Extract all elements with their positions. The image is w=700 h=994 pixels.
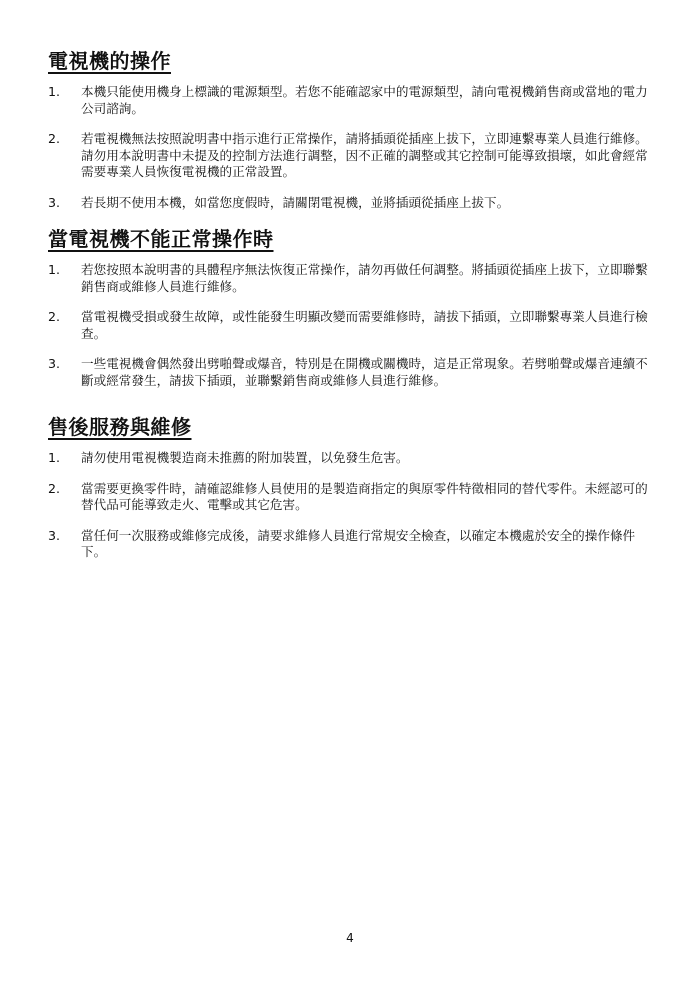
section-tv-malfunction — [48, 226, 658, 403]
item-text: 當任何一次服務或維修完成後，請要求維修人員進行常規安全檢查，以確定本機處於安全的操作條件下。 — [81, 527, 636, 559]
list-item — [48, 528, 658, 561]
section-heading: 當電視機不能正常操作時 — [48, 227, 274, 251]
list-item — [48, 84, 658, 117]
item-number: 1. — [48, 84, 61, 99]
section-heading: 售後服務與維修 — [48, 415, 192, 439]
item-number: 3. — [48, 527, 61, 543]
item-number: 3. — [48, 356, 61, 371]
item-text: 一些電視機會偶然發出劈啪聲或爆音，特別是在開機或關機時，這是正常現象。若劈啪聲或爆音連續不斷或經常發生，請拔下插頭，並聯繫銷售商或維修人員進行維修。 — [81, 356, 648, 388]
section-heading: 電視機的操作 — [48, 49, 171, 73]
item-text: 若電視機無法按照說明書中指示進行正常操作，請將插頭從插座上拔下，立即連繫專業人員進行維修。請勿用本說明書中未提及的控制方法進行調整，因不正確的調整或其它控制可能導致損壞，如此會經常需要專業人員恢復電視機的正常設置。 — [81, 131, 648, 179]
list-item — [48, 309, 658, 342]
item-text: 若您按照本說明書的具體程序無法恢復正常操作，請勿再做任何調整。將插頭從插座上拔下，立即聯繫銷售商或維修人員進行維修。 — [81, 262, 648, 294]
list-item — [48, 356, 658, 389]
list-item — [48, 131, 658, 181]
list-item — [48, 195, 658, 212]
item-text: 當電視機受損或發生故障，或性能發生明顯改變而需要維修時，請拔下插頭，立即聯繫專業人員進行檢查。 — [81, 309, 648, 341]
item-text: 本機只能使用機身上標識的電源類型。若您不能確認家中的電源類型，請向電視機銷售商或當地的電力公司諮詢。 — [81, 84, 648, 116]
item-number: 3. — [48, 194, 61, 210]
section-tv-operation — [48, 48, 658, 225]
item-number: 1. — [48, 450, 61, 465]
list-item — [48, 450, 658, 467]
item-text: 若長期不使用本機，如當您度假時，請關閉電視機，並將插頭從插座上拔下。 — [81, 194, 510, 210]
item-number: 2. — [48, 309, 61, 324]
item-number: 2. — [48, 131, 61, 146]
page-number: 4 — [346, 931, 354, 945]
item-text: 當需要更換零件時，請確認維修人員使用的是製造商指定的與原零件特徵相同的替代零件。未經認可的替代品可能導致走火、電擊或其它危害。 — [81, 480, 648, 512]
item-number: 2. — [48, 480, 61, 496]
item-number: 1. — [48, 262, 61, 277]
section-after-sales-service — [48, 414, 658, 575]
item-text: 請勿使用電視機製造商未推薦的附加裝置，以免發生危害。 — [81, 450, 409, 465]
list-item — [48, 481, 658, 514]
list-item — [48, 262, 658, 295]
